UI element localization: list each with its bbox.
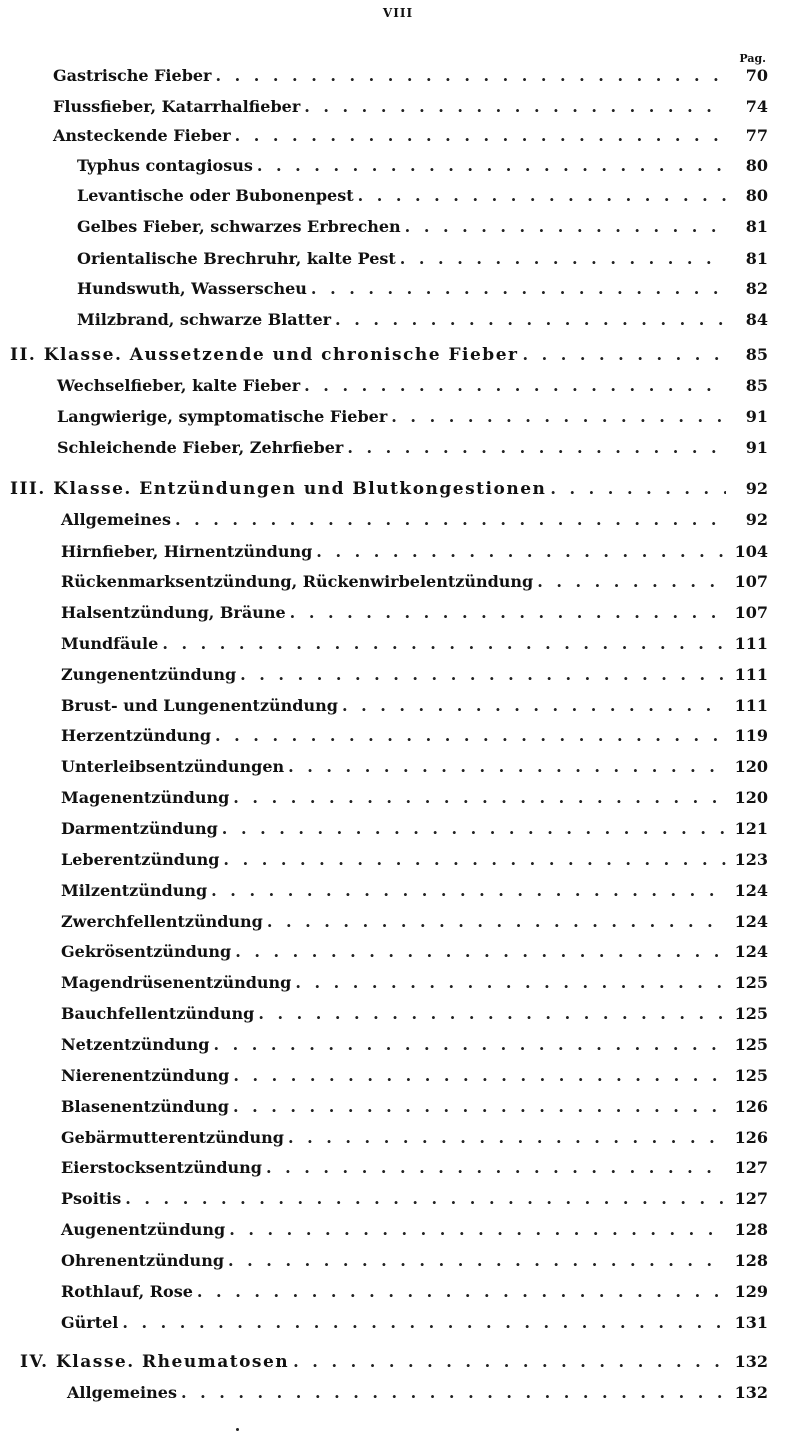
- toc-entry-page: 121: [734, 819, 768, 838]
- toc-entry-page: 132: [734, 1352, 768, 1371]
- toc-entry-label: Magenentzündung: [61, 788, 230, 807]
- toc-entry-page: 127: [734, 1158, 768, 1177]
- toc-entry: [67, 1379, 768, 1407]
- toc-entry-label: Flussfieber, Katarrhalfieber: [53, 97, 301, 116]
- toc-entry-label: Magendrüsenentzündung: [61, 973, 292, 992]
- toc-entry-label: Orientalische Brechruhr, kalte Pest: [77, 249, 396, 268]
- toc-entry-page: 127: [734, 1189, 768, 1208]
- toc-entry-page: 128: [734, 1220, 768, 1239]
- toc-entry-page: 81: [745, 249, 768, 268]
- toc-entry-page: 120: [734, 757, 768, 776]
- toc-entry: [57, 434, 768, 462]
- toc-entry: [77, 245, 768, 273]
- toc-entry-page: 80: [745, 186, 768, 205]
- dot-leader: [290, 599, 726, 627]
- toc-entry-page: 124: [734, 881, 768, 900]
- dot-leader: [311, 275, 726, 303]
- dot-leader: [215, 722, 726, 750]
- toc-entry-label: Hirnfieber, Hirnentzündung: [61, 542, 313, 561]
- toc-entry: [77, 275, 768, 303]
- toc-entry: [61, 1062, 768, 1090]
- dot-leader: [223, 846, 726, 874]
- toc-entry: [57, 372, 768, 400]
- toc-entry: [61, 506, 768, 534]
- toc-entry: [61, 692, 768, 720]
- toc-entry: [61, 1247, 768, 1275]
- toc-entry-label: Wechselfieber, kalte Fieber: [57, 376, 301, 395]
- toc-class-heading: [20, 1348, 768, 1376]
- toc-entry: [61, 753, 768, 781]
- toc-entry: [77, 152, 768, 180]
- toc-entry: [61, 1185, 768, 1213]
- dot-leader: [266, 1154, 726, 1182]
- toc-entry-page: 107: [734, 572, 768, 591]
- dot-leader: [211, 877, 726, 905]
- toc-entry: [61, 568, 768, 596]
- dot-leader: [162, 630, 726, 658]
- toc-entry-page: 91: [745, 438, 768, 457]
- toc-entry-page: 125: [734, 1035, 768, 1054]
- print-speck: [236, 1428, 239, 1431]
- toc-entry-page: 125: [734, 973, 768, 992]
- toc-entry-label: Levantische oder Bubonenpest: [77, 186, 354, 205]
- toc-class-heading: [10, 341, 768, 369]
- toc-entry-page: 111: [734, 665, 768, 684]
- toc-entry-label: Zungenentzündung: [61, 665, 237, 684]
- toc-entry-label: Unterleibsentzündungen: [61, 757, 285, 776]
- dot-leader: [522, 341, 726, 369]
- toc-entry-label: Rückenmarksentzündung, Rückenwirbelentzündung: [61, 572, 534, 591]
- dot-leader: [335, 306, 726, 334]
- dot-leader: [125, 1185, 726, 1213]
- toc-entry: [61, 908, 768, 936]
- toc-entry: [61, 846, 768, 874]
- dot-leader: [550, 475, 726, 503]
- toc-entry-label: Mundfäule: [61, 634, 159, 653]
- toc-entry: [61, 1154, 768, 1182]
- dot-leader: [391, 403, 726, 431]
- toc-entry-page: 124: [734, 942, 768, 961]
- toc-entry: [61, 1031, 768, 1059]
- toc-entry-label: Allgemeines: [67, 1383, 177, 1402]
- toc-entry-label: Leberentzündung: [61, 850, 220, 869]
- toc-entry: [61, 1216, 768, 1244]
- toc-entry-label: IV. Klasse. Rheumatosen: [20, 1352, 290, 1372]
- toc-entry-page: 74: [745, 97, 768, 116]
- toc-entry-page: 119: [734, 726, 768, 745]
- toc-entry-label: Typhus contagiosus: [77, 156, 253, 175]
- toc-entry-page: 120: [734, 788, 768, 807]
- dot-leader: [213, 1031, 726, 1059]
- dot-leader: [358, 182, 726, 210]
- dot-leader: [258, 1000, 726, 1028]
- toc-entry-label: II. Klasse. Aussetzende und chronische Fieber: [10, 345, 519, 365]
- toc-entry-page: 85: [745, 345, 768, 364]
- dot-leader: [267, 908, 726, 936]
- toc-entry-label: Gekrösentzündung: [61, 942, 232, 961]
- toc-entry-page: 92: [745, 479, 768, 498]
- toc-entry: [61, 630, 768, 658]
- toc-entry: [53, 93, 768, 121]
- dot-leader: [240, 661, 726, 689]
- dot-leader: [197, 1278, 726, 1306]
- toc-entry-page: 129: [734, 1282, 768, 1301]
- toc-entry-label: Augenentzündung: [61, 1220, 226, 1239]
- toc-entry-label: Bauchfellentzündung: [61, 1004, 255, 1023]
- dot-leader: [405, 213, 726, 241]
- toc-entry: [53, 122, 768, 150]
- dot-leader: [316, 538, 726, 566]
- toc-entry: [61, 599, 768, 627]
- toc-entry: [61, 1093, 768, 1121]
- toc-entry-page: 111: [734, 634, 768, 653]
- toc-entry: [61, 969, 768, 997]
- toc-entry: [61, 938, 768, 966]
- dot-leader: [304, 372, 726, 400]
- toc-entry-page: 128: [734, 1251, 768, 1270]
- toc-entry-page: 131: [734, 1313, 768, 1332]
- toc-entry-page: 80: [745, 156, 768, 175]
- dot-leader: [537, 568, 726, 596]
- toc-entry-page: 70: [745, 66, 768, 85]
- dot-leader: [288, 753, 726, 781]
- dot-leader: [229, 1216, 726, 1244]
- pag-column-label: Pag.: [739, 52, 766, 65]
- toc-entry: [61, 661, 768, 689]
- toc-entry: [61, 1309, 768, 1337]
- toc-entry-label: Ohrenentzündung: [61, 1251, 225, 1270]
- dot-leader: [175, 506, 726, 534]
- toc-entry-label: Ansteckende Fieber: [53, 126, 231, 145]
- toc-entry-label: Rothlauf, Rose: [61, 1282, 193, 1301]
- toc-entry-page: 81: [745, 217, 768, 236]
- toc-entry-label: Gebärmutterentzündung: [61, 1128, 284, 1147]
- toc-entry: [53, 62, 768, 90]
- toc-entry-page: 124: [734, 912, 768, 931]
- dot-leader: [233, 1093, 726, 1121]
- dot-leader: [228, 1247, 726, 1275]
- toc-entry: [61, 815, 768, 843]
- dot-leader: [233, 784, 726, 812]
- toc-entry-label: Psoitis: [61, 1189, 122, 1208]
- toc-entry-page: 92: [745, 510, 768, 529]
- dot-leader: [400, 245, 726, 273]
- toc-entry-label: Eierstocksentzündung: [61, 1158, 262, 1177]
- dot-leader: [304, 93, 726, 121]
- toc-entry-page: 85: [745, 376, 768, 395]
- toc-entry-label: Gelbes Fieber, schwarzes Erbrechen: [77, 217, 401, 236]
- toc-entry: [61, 538, 768, 566]
- toc-entry-label: Milzentzündung: [61, 881, 208, 900]
- dot-leader: [215, 62, 726, 90]
- dot-leader: [233, 1062, 726, 1090]
- toc-entry-label: Gastrische Fieber: [53, 66, 212, 85]
- toc-entry: [57, 403, 768, 431]
- dot-leader: [222, 815, 726, 843]
- toc-entry-page: 91: [745, 407, 768, 426]
- toc-entry-page: 125: [734, 1066, 768, 1085]
- dot-leader: [295, 969, 726, 997]
- toc-entry-page: 132: [734, 1383, 768, 1402]
- toc-entry-label: Nierenentzündung: [61, 1066, 230, 1085]
- toc-entry-label: Milzbrand, schwarze Blatter: [77, 310, 332, 329]
- toc-entry-label: III. Klasse. Entzündungen und Blutkongestionen: [10, 479, 547, 499]
- toc-entry-label: Gürtel: [61, 1313, 119, 1332]
- dot-leader: [293, 1348, 726, 1376]
- dot-leader: [257, 152, 726, 180]
- toc-entry: [61, 1124, 768, 1152]
- toc-entry-page: 107: [734, 603, 768, 622]
- page-number: VIII: [382, 6, 414, 20]
- toc-entry-page: 104: [734, 542, 768, 561]
- toc-entry: [61, 722, 768, 750]
- toc-entry-page: 123: [734, 850, 768, 869]
- toc-entry-label: Langwierige, symptomatische Fieber: [57, 407, 388, 426]
- toc-entry-label: Brust- und Lungenentzündung: [61, 696, 338, 715]
- toc-entry-label: Zwerchfellentzündung: [61, 912, 263, 931]
- toc-entry-label: Netzentzündung: [61, 1035, 210, 1054]
- toc-entry: [61, 1278, 768, 1306]
- toc-entry-label: Hundswuth, Wasserscheu: [77, 279, 307, 298]
- toc-entry-page: 125: [734, 1004, 768, 1023]
- toc-class-heading: [10, 475, 768, 503]
- toc-entry: [77, 306, 768, 334]
- toc-entry-label: Schleichende Fieber, Zehrfieber: [57, 438, 344, 457]
- toc-entry-page: 84: [745, 310, 768, 329]
- toc-entry-label: Blasenentzündung: [61, 1097, 229, 1116]
- dot-leader: [235, 122, 726, 150]
- toc-entry: [61, 1000, 768, 1028]
- toc-entry-label: Herzentzündung: [61, 726, 212, 745]
- dot-leader: [288, 1124, 726, 1152]
- toc-entry-page: 111: [734, 696, 768, 715]
- dot-leader: [342, 692, 726, 720]
- toc-entry-label: Halsentzündung, Bräune: [61, 603, 286, 622]
- toc-entry-page: 126: [734, 1128, 768, 1147]
- toc-entry-label: Allgemeines: [61, 510, 171, 529]
- dot-leader: [347, 434, 726, 462]
- toc-entry: [77, 182, 768, 210]
- toc-entry-page: 82: [745, 279, 768, 298]
- toc-entry: [61, 877, 768, 905]
- dot-leader: [235, 938, 726, 966]
- toc-entry-label: Darmentzündung: [61, 819, 218, 838]
- toc-entry-page: 126: [734, 1097, 768, 1116]
- toc-entry-page: 77: [745, 126, 768, 145]
- toc-entry: [77, 213, 768, 241]
- toc-entry: [61, 784, 768, 812]
- dot-leader: [181, 1379, 726, 1407]
- dot-leader: [122, 1309, 726, 1337]
